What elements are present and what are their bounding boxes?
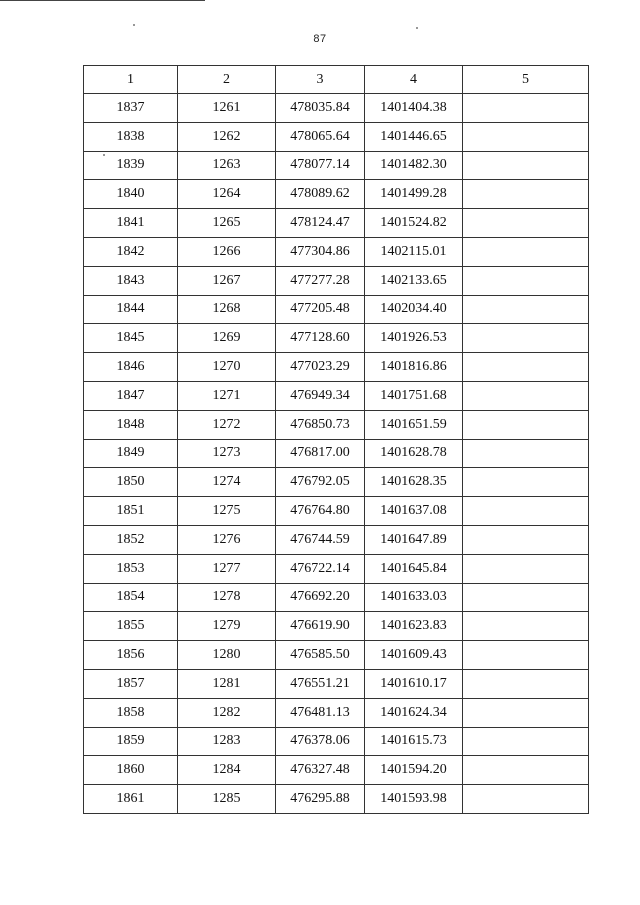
table-cell: 1401524.82 bbox=[365, 209, 463, 238]
table-cell: 476619.90 bbox=[276, 612, 365, 641]
column-header: 1 bbox=[84, 66, 178, 94]
table-cell: 1401609.43 bbox=[365, 641, 463, 670]
table-row bbox=[84, 151, 589, 180]
table-cell: 1401647.89 bbox=[365, 525, 463, 554]
table-cell: 1850 bbox=[84, 468, 178, 497]
table-row bbox=[84, 410, 589, 439]
table-row bbox=[84, 554, 589, 583]
table-cell: 1401816.86 bbox=[365, 353, 463, 382]
table-cell: 1401633.03 bbox=[365, 583, 463, 612]
table-row bbox=[84, 641, 589, 670]
table-cell bbox=[463, 180, 589, 209]
table-cell: 1837 bbox=[84, 94, 178, 123]
table-cell: 1263 bbox=[178, 151, 276, 180]
table-header bbox=[84, 66, 589, 94]
table-cell: 1842 bbox=[84, 237, 178, 266]
table-cell: 1268 bbox=[178, 295, 276, 324]
column-header: 3 bbox=[276, 66, 365, 94]
table-cell: 1401628.78 bbox=[365, 439, 463, 468]
table-cell: 1265 bbox=[178, 209, 276, 238]
table-row bbox=[84, 122, 589, 151]
table-row bbox=[84, 612, 589, 641]
table-row bbox=[84, 94, 589, 123]
table-cell: 1854 bbox=[84, 583, 178, 612]
table-cell: 1401610.17 bbox=[365, 669, 463, 698]
table-cell: 1273 bbox=[178, 439, 276, 468]
table-cell: 477128.60 bbox=[276, 324, 365, 353]
table-cell: 1851 bbox=[84, 497, 178, 526]
table-cell: 1278 bbox=[178, 583, 276, 612]
table-cell: 1401615.73 bbox=[365, 727, 463, 756]
table-cell: 1283 bbox=[178, 727, 276, 756]
table-cell: 476949.34 bbox=[276, 381, 365, 410]
table-cell: 1401628.35 bbox=[365, 468, 463, 497]
table-cell bbox=[463, 439, 589, 468]
table-cell bbox=[463, 410, 589, 439]
table-cell: 477277.28 bbox=[276, 266, 365, 295]
table-cell: 1856 bbox=[84, 641, 178, 670]
table-cell: 1855 bbox=[84, 612, 178, 641]
page-number: 87 bbox=[313, 33, 327, 45]
table-cell: 1276 bbox=[178, 525, 276, 554]
table-cell: 1401637.08 bbox=[365, 497, 463, 526]
table-cell bbox=[463, 324, 589, 353]
table-cell: 1839 bbox=[84, 151, 178, 180]
table-cell: 1401651.59 bbox=[365, 410, 463, 439]
table-cell: 476551.21 bbox=[276, 669, 365, 698]
table-cell bbox=[463, 266, 589, 295]
table-cell: 476481.13 bbox=[276, 698, 365, 727]
table-cell: 478089.62 bbox=[276, 180, 365, 209]
table-cell: 477023.29 bbox=[276, 353, 365, 382]
table-cell bbox=[463, 641, 589, 670]
table-cell bbox=[463, 525, 589, 554]
table-cell: 1282 bbox=[178, 698, 276, 727]
table-cell: 476722.14 bbox=[276, 554, 365, 583]
table-cell: 1846 bbox=[84, 353, 178, 382]
table-cell bbox=[463, 756, 589, 785]
table-row bbox=[84, 295, 589, 324]
table-cell: 1264 bbox=[178, 180, 276, 209]
table-cell: 1270 bbox=[178, 353, 276, 382]
table-cell: 1844 bbox=[84, 295, 178, 324]
table-cell: 476295.88 bbox=[276, 785, 365, 814]
table-cell: 476378.06 bbox=[276, 727, 365, 756]
table-cell: 1852 bbox=[84, 525, 178, 554]
table-cell: 1261 bbox=[178, 94, 276, 123]
table-cell: 1847 bbox=[84, 381, 178, 410]
table-cell: 1401926.53 bbox=[365, 324, 463, 353]
table-cell: 478124.47 bbox=[276, 209, 365, 238]
top-rule-line bbox=[0, 0, 205, 1]
table-cell bbox=[463, 727, 589, 756]
table-cell: 1401404.38 bbox=[365, 94, 463, 123]
table-cell: 1272 bbox=[178, 410, 276, 439]
table-cell: 1285 bbox=[178, 785, 276, 814]
header-row bbox=[84, 66, 589, 94]
table-row bbox=[84, 381, 589, 410]
table-cell: 1843 bbox=[84, 266, 178, 295]
table-cell: 1402133.65 bbox=[365, 266, 463, 295]
table-cell: 1840 bbox=[84, 180, 178, 209]
table-cell: 1280 bbox=[178, 641, 276, 670]
table-cell bbox=[463, 295, 589, 324]
table-cell: 1401751.68 bbox=[365, 381, 463, 410]
table-cell: 1841 bbox=[84, 209, 178, 238]
table-row bbox=[84, 209, 589, 238]
table-cell: 1838 bbox=[84, 122, 178, 151]
table-cell: 477304.86 bbox=[276, 237, 365, 266]
table-cell bbox=[463, 151, 589, 180]
table-cell: 1267 bbox=[178, 266, 276, 295]
table-cell bbox=[463, 497, 589, 526]
table-cell: 1275 bbox=[178, 497, 276, 526]
table-cell: 476817.00 bbox=[276, 439, 365, 468]
table-cell: 476692.20 bbox=[276, 583, 365, 612]
table-cell: 1401593.98 bbox=[365, 785, 463, 814]
table-cell: 1401499.28 bbox=[365, 180, 463, 209]
table-cell: 1269 bbox=[178, 324, 276, 353]
table-cell: 1281 bbox=[178, 669, 276, 698]
table-cell: 1861 bbox=[84, 785, 178, 814]
table-cell: 1401645.84 bbox=[365, 554, 463, 583]
table-row bbox=[84, 237, 589, 266]
table-row bbox=[84, 698, 589, 727]
table-row bbox=[84, 468, 589, 497]
table-cell bbox=[463, 612, 589, 641]
table-cell: 1401594.20 bbox=[365, 756, 463, 785]
table-cell bbox=[463, 468, 589, 497]
table-cell: 1860 bbox=[84, 756, 178, 785]
table-cell: 1274 bbox=[178, 468, 276, 497]
column-header: 5 bbox=[463, 66, 589, 94]
table-cell: 1848 bbox=[84, 410, 178, 439]
table-cell: 476585.50 bbox=[276, 641, 365, 670]
table-cell bbox=[463, 583, 589, 612]
column-header: 4 bbox=[365, 66, 463, 94]
table-body bbox=[84, 94, 589, 814]
scan-speck bbox=[133, 24, 135, 26]
table-cell bbox=[463, 554, 589, 583]
table-cell: 476764.80 bbox=[276, 497, 365, 526]
table-cell: 1858 bbox=[84, 698, 178, 727]
table-row bbox=[84, 525, 589, 554]
table-cell: 1859 bbox=[84, 727, 178, 756]
table-cell: 476792.05 bbox=[276, 468, 365, 497]
table-cell: 1849 bbox=[84, 439, 178, 468]
table-cell bbox=[463, 669, 589, 698]
table-cell: 1857 bbox=[84, 669, 178, 698]
table-cell bbox=[463, 122, 589, 151]
table-cell bbox=[463, 237, 589, 266]
table-row bbox=[84, 180, 589, 209]
table-cell: 478077.14 bbox=[276, 151, 365, 180]
scan-speck bbox=[416, 27, 418, 29]
column-header: 2 bbox=[178, 66, 276, 94]
table-cell: 477205.48 bbox=[276, 295, 365, 324]
table-cell bbox=[463, 785, 589, 814]
table-cell: 478035.84 bbox=[276, 94, 365, 123]
table-row bbox=[84, 669, 589, 698]
table-cell bbox=[463, 353, 589, 382]
table-cell: 1853 bbox=[84, 554, 178, 583]
table-cell bbox=[463, 381, 589, 410]
table-cell: 478065.64 bbox=[276, 122, 365, 151]
table-row bbox=[84, 266, 589, 295]
coordinates-table bbox=[83, 65, 589, 814]
table-cell: 1266 bbox=[178, 237, 276, 266]
table-row bbox=[84, 785, 589, 814]
table-cell: 476850.73 bbox=[276, 410, 365, 439]
table-row bbox=[84, 353, 589, 382]
table-cell: 1271 bbox=[178, 381, 276, 410]
table-cell bbox=[463, 698, 589, 727]
table-cell: 1401446.65 bbox=[365, 122, 463, 151]
table-cell: 476744.59 bbox=[276, 525, 365, 554]
table-cell: 1262 bbox=[178, 122, 276, 151]
table-row bbox=[84, 497, 589, 526]
table-cell: 1284 bbox=[178, 756, 276, 785]
table-cell: 1401482.30 bbox=[365, 151, 463, 180]
table-cell: 1402034.40 bbox=[365, 295, 463, 324]
table-row bbox=[84, 439, 589, 468]
table-cell: 1277 bbox=[178, 554, 276, 583]
table-row bbox=[84, 324, 589, 353]
table-cell: 1279 bbox=[178, 612, 276, 641]
table-cell: 1402115.01 bbox=[365, 237, 463, 266]
table-row bbox=[84, 756, 589, 785]
table-cell: 1401624.34 bbox=[365, 698, 463, 727]
table-row bbox=[84, 727, 589, 756]
table-cell: 476327.48 bbox=[276, 756, 365, 785]
table-cell bbox=[463, 94, 589, 123]
table-row bbox=[84, 583, 589, 612]
table-cell bbox=[463, 209, 589, 238]
table-cell: 1401623.83 bbox=[365, 612, 463, 641]
table-cell: 1845 bbox=[84, 324, 178, 353]
